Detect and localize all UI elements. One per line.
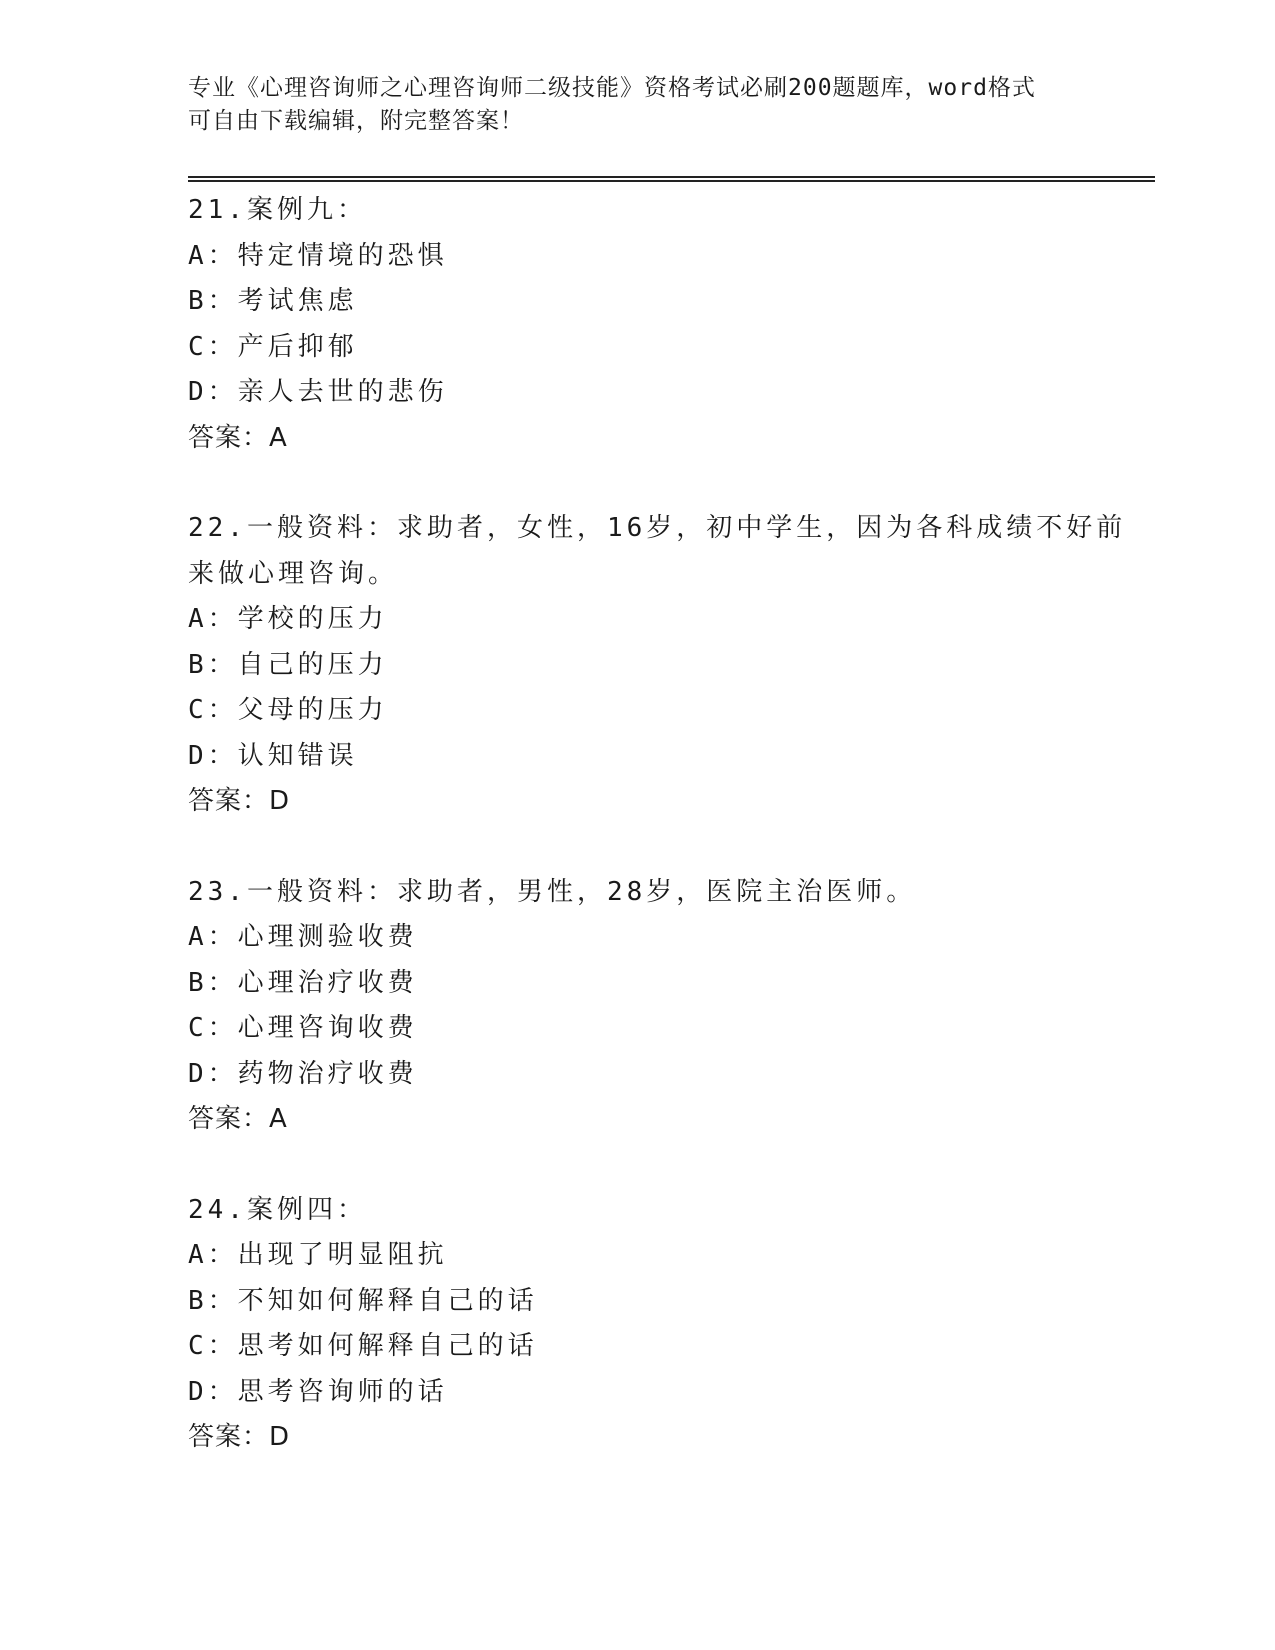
- answer: 答案：D: [188, 786, 291, 816]
- option-a: A：特定情境的恐惧: [188, 240, 448, 271]
- question-stem: 21.案例九：: [188, 195, 367, 225]
- option-b: B：自己的压力: [188, 649, 388, 680]
- answer: 答案：D: [188, 1422, 291, 1452]
- question-stem: 23.一般资料：求助者，男性，28岁，医院主治医师。: [188, 876, 917, 907]
- question-stem-line-1: 22.一般资料：求助者，女性，16岁，初中学生，因为各科成绩不好前: [188, 513, 1127, 543]
- option-b: B：心理治疗收费: [188, 967, 418, 998]
- header-line-2: 可自由下载编辑，附完整答案！: [188, 108, 524, 134]
- header-line-1: 专业《心理咨询师之心理咨询师二级技能》资格考试必刷200题题库，word格式: [188, 75, 1036, 101]
- option-c: C：产后抑郁: [188, 331, 358, 362]
- question-23: [188, 870, 1088, 1143]
- option-d: D：亲人去世的悲伤: [188, 377, 448, 407]
- option-c: C：心理咨询收费: [188, 1013, 418, 1043]
- answer: 答案：A: [188, 422, 288, 453]
- question-stem: 24.案例四：: [188, 1194, 367, 1225]
- question-22: [188, 506, 1127, 825]
- option-a: A：学校的压力: [188, 604, 388, 634]
- option-b: B：不知如何解释自己的话: [188, 1285, 538, 1316]
- option-c: C：思考如何解释自己的话: [188, 1331, 538, 1361]
- question-24: [188, 1188, 1088, 1461]
- option-b: B：考试焦虑: [188, 286, 358, 316]
- option-c: C：父母的压力: [188, 695, 388, 725]
- document-header: [188, 72, 1088, 138]
- answer: 答案：A: [188, 1104, 288, 1134]
- header-divider: [188, 176, 1155, 182]
- option-a: A：心理测验收费: [188, 922, 418, 952]
- option-a: A：出现了明显阻抗: [188, 1240, 448, 1270]
- option-d: D：药物治疗收费: [188, 1058, 418, 1089]
- option-d: D：思考咨询师的话: [188, 1376, 448, 1407]
- question-stem-line-2: 来做心理咨询。: [188, 558, 399, 589]
- option-d: D：认知错误: [188, 740, 358, 771]
- question-list: [188, 188, 1127, 1506]
- question-21: [188, 188, 1088, 461]
